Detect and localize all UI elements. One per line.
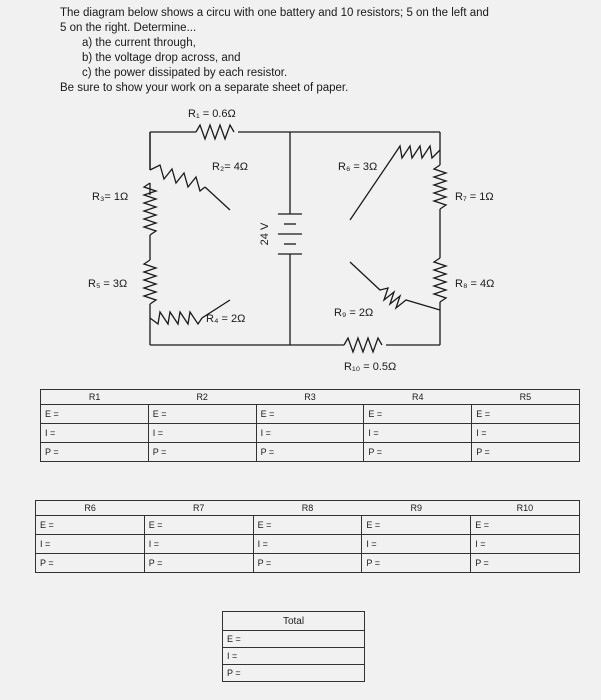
header-r8: R8 — [301, 503, 314, 513]
r5-e-field[interactable]: E = — [472, 405, 580, 424]
table-header-row — [36, 501, 580, 516]
r4-p-field[interactable]: P = — [364, 443, 472, 462]
r9-i-field[interactable]: I = — [362, 535, 471, 554]
header-r7: R7 — [192, 503, 205, 513]
r6-p-field[interactable]: P = — [36, 554, 145, 573]
intro-item-c: c) the power dissipated by each resistor. — [82, 67, 288, 79]
header-r9: R9 — [410, 503, 423, 513]
table-header-row — [223, 612, 365, 631]
r9-e-field[interactable]: E = — [362, 516, 471, 535]
r2-label: R₂= 4Ω — [212, 161, 249, 173]
r1-zigzag — [196, 125, 234, 139]
r5-p-field[interactable]: P = — [472, 443, 580, 462]
r9-label: R₉ = 2Ω — [334, 307, 374, 319]
r7-label: R₇ = 1Ω — [455, 191, 494, 203]
header-r2: R2 — [196, 392, 208, 402]
r6-zigzag — [350, 146, 440, 220]
table-row-p — [223, 665, 365, 682]
r6-i-field[interactable]: I = — [36, 535, 145, 554]
intro-line-2: 5 on the right. Determine... — [60, 22, 197, 34]
r8-i-field[interactable]: I = — [253, 535, 362, 554]
table-row-i — [223, 648, 365, 665]
r7-i-field[interactable]: I = — [144, 535, 253, 554]
r5-zigzag — [144, 260, 156, 304]
r7-e-field[interactable]: E = — [144, 516, 253, 535]
r10-zigzag — [344, 338, 382, 352]
r5-label: R₅ = 3Ω — [88, 278, 128, 290]
r1-i-field[interactable]: I = — [41, 424, 149, 443]
intro-item-a: a) the current through, — [82, 37, 196, 49]
results-table-r6-r10 — [35, 500, 580, 573]
battery-label: 24 V — [259, 222, 271, 246]
r10-label: R₁₀ = 0.5Ω — [344, 361, 397, 373]
left-diag-top — [205, 187, 230, 210]
r7-p-field[interactable]: P = — [144, 554, 253, 573]
table-row-e — [36, 516, 580, 535]
results-table-r1-r5 — [40, 389, 580, 462]
r9-zigzag — [350, 262, 440, 310]
r6-e-field[interactable]: E = — [36, 516, 145, 535]
r2-p-field[interactable]: P = — [148, 443, 256, 462]
total-e-field[interactable]: E = — [223, 631, 365, 648]
r8-e-field[interactable]: E = — [253, 516, 362, 535]
r6-label: R₆ = 3Ω — [338, 161, 378, 173]
intro-line-1: The diagram below shows a circu with one battery and 10 resistors; 5 on the left and — [60, 7, 489, 19]
table-row-i — [36, 535, 580, 554]
intro-note: Be sure to show your work on a separate sheet of paper. — [60, 82, 349, 94]
table-header-row — [41, 390, 580, 405]
r4-i-field[interactable]: I = — [364, 424, 472, 443]
results-table-total — [222, 611, 365, 682]
r1-e-field[interactable]: E = — [41, 405, 149, 424]
r2-zigzag — [150, 165, 205, 191]
r7-zigzag — [434, 165, 446, 209]
r10-i-field[interactable]: I = — [471, 535, 580, 554]
r8-p-field[interactable]: P = — [253, 554, 362, 573]
r8-zigzag — [434, 258, 446, 302]
table-row-e — [41, 405, 580, 424]
r1-p-field[interactable]: P = — [41, 443, 149, 462]
table-row-p — [36, 554, 580, 573]
r8-label: R₈ = 4Ω — [455, 278, 495, 290]
header-r6: R6 — [36, 501, 145, 516]
r3-label: R₃= 1Ω — [92, 191, 129, 203]
header-r4: R4 — [412, 392, 424, 402]
table-row-e — [223, 631, 365, 648]
r4-label: R₄ = 2Ω — [206, 313, 246, 325]
r3-p-field[interactable]: P = — [256, 443, 364, 462]
table-row-i — [41, 424, 580, 443]
total-i-field[interactable]: I = — [223, 648, 365, 665]
r1-label: R₁ = 0.6Ω — [188, 108, 236, 120]
header-r3: R3 — [304, 392, 316, 402]
r3-e-field[interactable]: E = — [256, 405, 364, 424]
header-r5: R5 — [472, 390, 580, 405]
header-r1: R1 — [41, 390, 149, 405]
intro-item-b: b) the voltage drop across, and — [82, 52, 241, 64]
total-p-field[interactable]: P = — [223, 665, 365, 682]
r9-p-field[interactable]: P = — [362, 554, 471, 573]
r10-e-field[interactable]: E = — [471, 516, 580, 535]
r2-e-field[interactable]: E = — [148, 405, 256, 424]
r2-i-field[interactable]: I = — [148, 424, 256, 443]
header-total: Total — [223, 612, 365, 631]
r3-i-field[interactable]: I = — [256, 424, 364, 443]
r10-p-field[interactable]: P = — [471, 554, 580, 573]
table-row-p — [41, 443, 580, 462]
r4-e-field[interactable]: E = — [364, 405, 472, 424]
r5-i-field[interactable]: I = — [472, 424, 580, 443]
header-r10: R10 — [471, 501, 580, 516]
